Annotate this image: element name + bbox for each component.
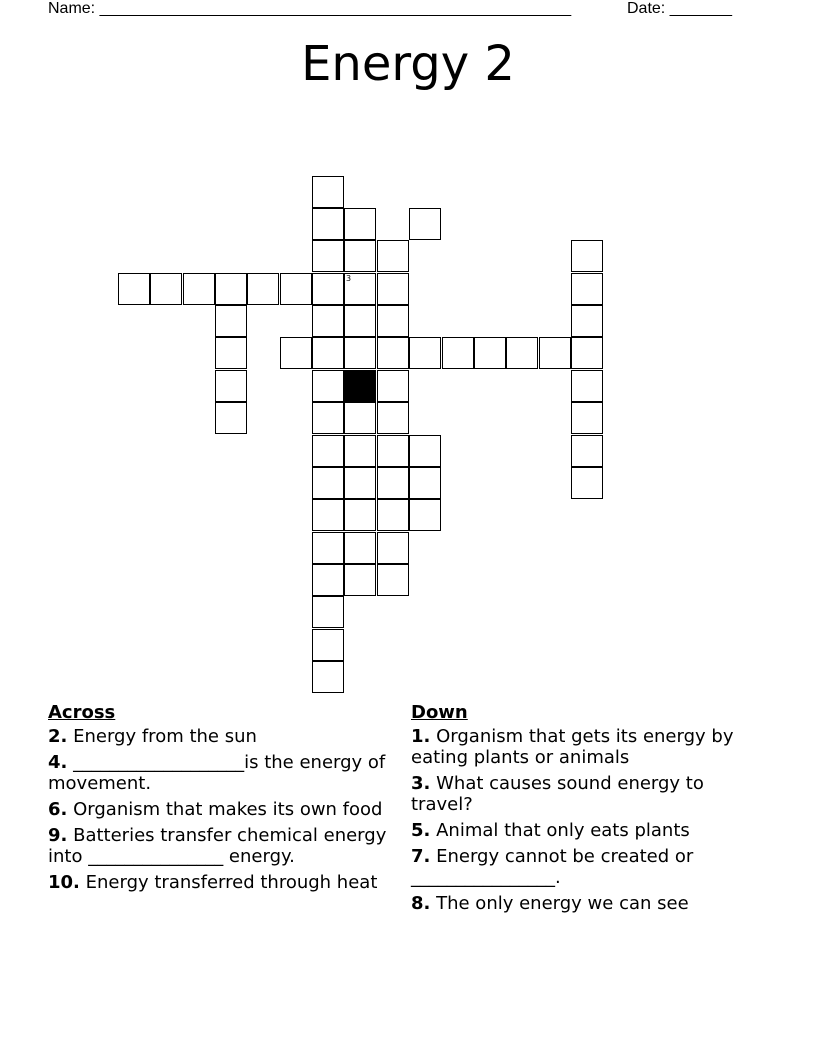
grid-cell[interactable] <box>377 240 409 272</box>
grid-cell[interactable] <box>312 305 344 337</box>
clue-number: 8. <box>411 893 431 914</box>
clue-text: What causes sound energy to travel? <box>411 773 704 815</box>
grid-cell[interactable] <box>344 435 376 467</box>
across-clue <box>48 726 408 747</box>
down-clue <box>411 893 771 914</box>
grid-cell[interactable] <box>377 564 409 596</box>
grid-cell[interactable] <box>280 273 312 305</box>
grid-cell[interactable] <box>312 208 344 240</box>
grid-cell[interactable] <box>280 337 312 369</box>
grid-cell[interactable] <box>571 273 603 305</box>
grid-cell[interactable] <box>312 532 344 564</box>
clue-text: The only energy we can see <box>436 893 689 914</box>
clue-text: Organism that makes its own food <box>73 799 383 820</box>
grid-cell[interactable] <box>377 273 409 305</box>
grid-cell[interactable] <box>312 564 344 596</box>
grid-cell[interactable] <box>409 467 441 499</box>
grid-cell[interactable] <box>474 337 506 369</box>
grid-cell[interactable] <box>312 467 344 499</box>
across-heading: Across <box>48 702 116 723</box>
across-clue <box>48 799 408 820</box>
grid-cell[interactable] <box>344 240 376 272</box>
clue-number: 9. <box>48 825 68 846</box>
grid-cell[interactable] <box>344 532 376 564</box>
across-clue <box>48 872 408 893</box>
clue-number: 1. <box>411 726 431 747</box>
down-clues <box>411 702 771 919</box>
grid-cell[interactable] <box>571 435 603 467</box>
clue-number: 6. <box>48 799 68 820</box>
down-heading: Down <box>411 702 468 723</box>
grid-cell[interactable] <box>312 240 344 272</box>
grid-cell[interactable] <box>571 467 603 499</box>
grid-cell[interactable] <box>344 467 376 499</box>
grid-cell[interactable] <box>377 532 409 564</box>
grid-cell[interactable] <box>344 273 376 305</box>
grid-cell[interactable] <box>377 370 409 402</box>
grid-cell[interactable] <box>377 305 409 337</box>
grid-cell[interactable] <box>571 370 603 402</box>
down-clue <box>411 820 771 841</box>
grid-cell[interactable] <box>312 499 344 531</box>
grid-cell[interactable] <box>215 337 247 369</box>
grid-cell[interactable] <box>377 467 409 499</box>
page-title: Energy 2 <box>301 36 515 92</box>
clue-number: 4. <box>48 752 68 773</box>
down-clue <box>411 846 771 888</box>
clue-text: Energy transferred through heat <box>85 872 378 893</box>
blocked-cell <box>344 370 376 402</box>
clue-number: 5. <box>411 820 431 841</box>
grid-cell[interactable] <box>344 337 376 369</box>
grid-cell[interactable] <box>312 337 344 369</box>
grid-cell[interactable] <box>183 273 215 305</box>
clue-text: Organism that gets its energy by eating plants or animals <box>411 726 734 768</box>
date-field[interactable]: Date: _______ <box>627 0 732 17</box>
grid-cell[interactable] <box>344 564 376 596</box>
grid-cell[interactable] <box>377 499 409 531</box>
grid-cell[interactable] <box>409 208 441 240</box>
across-clue <box>48 752 408 794</box>
clue-number: 10. <box>48 872 80 893</box>
down-clue <box>411 726 771 768</box>
grid-cell[interactable] <box>442 337 474 369</box>
clue-text: Energy from the sun <box>73 726 257 747</box>
grid-cell[interactable] <box>344 499 376 531</box>
grid-cell[interactable] <box>215 370 247 402</box>
grid-cell[interactable] <box>571 305 603 337</box>
down-clue <box>411 773 771 815</box>
grid-cell[interactable] <box>215 305 247 337</box>
clue-text: Batteries transfer chemical energy into _______________ energy. <box>48 825 387 867</box>
grid-cell[interactable] <box>344 402 376 434</box>
grid-cell[interactable] <box>312 273 344 305</box>
grid-cell[interactable] <box>344 305 376 337</box>
clue-number: 7. <box>411 846 431 867</box>
clue-text: Animal that only eats plants <box>436 820 690 841</box>
grid-cell[interactable] <box>312 402 344 434</box>
grid-cell[interactable] <box>215 273 247 305</box>
grid-cell[interactable] <box>312 629 344 661</box>
grid-cell[interactable] <box>312 370 344 402</box>
grid-cell[interactable] <box>506 337 538 369</box>
grid-cell[interactable] <box>118 273 150 305</box>
across-clue <box>48 825 408 867</box>
across-clues <box>48 702 408 898</box>
grid-cell[interactable] <box>312 176 344 208</box>
grid-cell[interactable] <box>571 337 603 369</box>
clue-number: 2. <box>48 726 68 747</box>
grid-cell[interactable] <box>215 402 247 434</box>
grid-cell[interactable] <box>539 337 571 369</box>
clue-text: ___________________is the energy of movement. <box>48 752 386 794</box>
grid-cell[interactable] <box>150 273 182 305</box>
grid-cell[interactable] <box>409 337 441 369</box>
grid-cell[interactable] <box>247 273 279 305</box>
grid-cell[interactable] <box>377 402 409 434</box>
grid-cell[interactable] <box>571 240 603 272</box>
grid-cell[interactable] <box>409 499 441 531</box>
grid-cell[interactable] <box>312 596 344 628</box>
grid-cell[interactable] <box>571 402 603 434</box>
grid-cell[interactable] <box>409 435 441 467</box>
grid-cell[interactable] <box>344 208 376 240</box>
grid-cell[interactable] <box>312 435 344 467</box>
name-field[interactable]: Name: _____________________________________________________ <box>48 0 572 17</box>
grid-cell[interactable] <box>377 337 409 369</box>
grid-cell[interactable] <box>377 435 409 467</box>
clue-text: Energy cannot be created or ________________. <box>411 846 694 888</box>
clue-number-label: 3 <box>346 274 352 283</box>
grid-cell[interactable] <box>312 661 344 693</box>
clue-number: 3. <box>411 773 431 794</box>
